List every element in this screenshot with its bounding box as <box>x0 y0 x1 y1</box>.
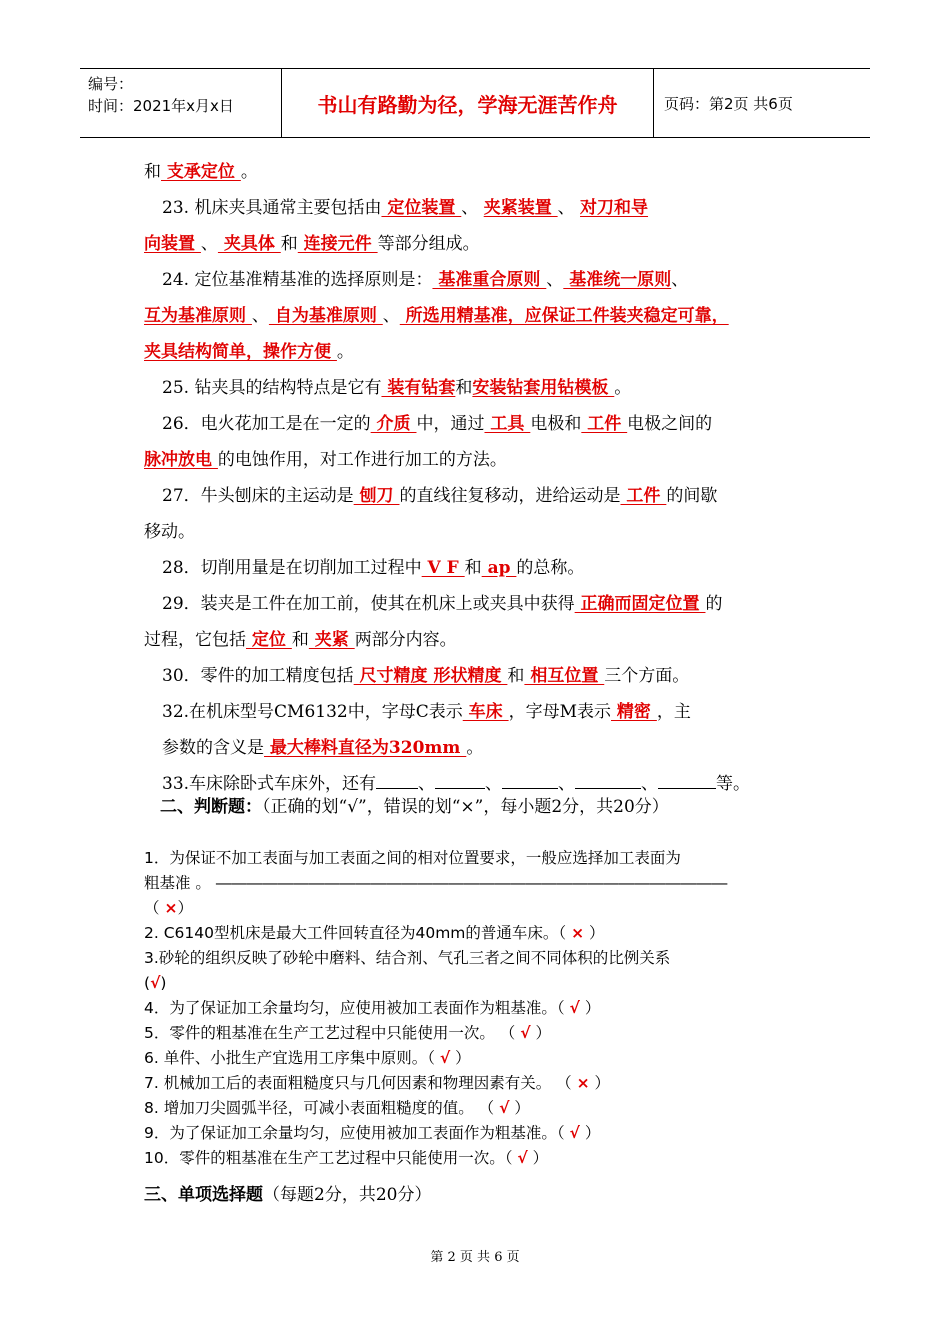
answer: 工件 <box>620 486 667 506</box>
answer-mark: × <box>576 1074 590 1092</box>
judgement-6: 6. 单件、小批生产宜选用工序集中原则。（ √ ） <box>144 1049 471 1067</box>
answer-mark: √ <box>499 1099 510 1117</box>
judgement-3-line2: (√) <box>144 974 167 992</box>
answer: 夹紧 <box>308 630 355 650</box>
judgement-9: 9．为了保证加工余量均匀，应使用被加工表面作为粗基准。（ √ ） <box>144 1124 601 1142</box>
section-3-title: 三、单项选择题 <box>144 1185 263 1205</box>
judgement-list <box>144 846 814 1171</box>
answer: 夹紧装置 <box>483 198 558 218</box>
answer: 向装置 <box>144 234 201 254</box>
answer: 精密 <box>611 702 657 722</box>
answer: ap <box>481 558 517 578</box>
answer: 支承定位 <box>161 162 241 182</box>
answer-mark: × <box>571 924 585 942</box>
answer: 定位 <box>246 630 292 650</box>
section-3-note: （每题2分，共20分） <box>263 1185 432 1205</box>
page-header <box>80 68 870 138</box>
judgement-8: 8. 增加刀尖圆弧半径，可减小表面粗糙度的值。 （ √ ） <box>144 1099 530 1117</box>
answer: V F <box>421 558 465 578</box>
answer-mark: √ <box>569 1124 580 1142</box>
judgement-4: 4．为了保证加工余量均匀，应使用被加工表面作为粗基准。（ √ ） <box>144 999 601 1017</box>
judgement-2: 2. C6140型机床是最大工件回转直径为40mm的普通车床。（ × ） <box>144 924 605 942</box>
q29-line1: 29．装夹是工件在加工前，使其在机床上或夹具中获得 正确而固定位置 的 <box>162 594 723 614</box>
judgement-7: 7. 机械加工后的表面粗糙度只与几何因素和物理因素有关。 （ × ） <box>144 1074 611 1092</box>
answer-mark: × <box>164 899 178 917</box>
section-2-heading <box>160 792 669 817</box>
q29-line2: 过程，它包括 定位 和 夹紧 两部分内容。 <box>144 630 457 650</box>
q23-line2: 向装置 、 夹具体 和 连接元件 等部分组成。 <box>144 234 480 254</box>
judgement-10: 10．零件的粗基准在生产工艺过程中只能使用一次。（ √ ） <box>144 1149 549 1167</box>
answer: 介质 <box>370 414 417 434</box>
q25-line: 25. 钻夹具的结构特点是它有 装有钻套和安装钻套用钻模板 。 <box>162 378 632 398</box>
q26-line2: 脉冲放电 的电蚀作用，对工作进行加工的方法。 <box>144 450 507 470</box>
answer-mark: √ <box>517 1149 528 1167</box>
answer-mark: √ <box>520 1024 531 1042</box>
answer: 工具 <box>484 414 531 434</box>
judgement-5: 5．零件的粗基准在生产工艺过程中只能使用一次。 （ √ ） <box>144 1024 551 1042</box>
q24-line1: 24. 定位基准精基准的选择原则是： 基准重合原则 、 基准统一原则、 <box>162 270 689 290</box>
answer: 夹具结构简单，操作方便 <box>144 342 337 362</box>
judgement-3-line1: 3.砂轮的组织反映了砂轮中磨料、结合剂、气孔三者之间不同体积的比例关系 <box>144 949 671 967</box>
doc-number-label: 编号： <box>88 75 134 93</box>
answer: 基准统一原则 <box>563 270 672 290</box>
q27-line1: 27．牛头刨床的主运动是 刨刀 的直线往复移动，进给运动是 工件 的间歇 <box>162 486 718 506</box>
answer: 对刀和导 <box>580 198 649 218</box>
answer: 工件 <box>581 414 628 434</box>
doc-time-label: 时间：2021年x月x日 <box>88 97 234 115</box>
answer: 安装钻套用钻模板 <box>472 378 615 398</box>
header-motto: 书山有路勤为径，学海无涯苦作舟 <box>282 69 654 137</box>
q26-line1: 26．电火花加工是在一定的 介质 中，通过 工具 电极和 工件 电极之间的 <box>162 414 713 434</box>
answer: 基准重合原则 <box>432 270 547 290</box>
judgement-1-line1: 1．为保证不加工表面与加工表面之间的相对位置要求，一般应选择加工表面为 <box>144 849 681 867</box>
fill-in-section <box>144 154 834 802</box>
blank-line <box>658 766 716 789</box>
q33-line: 33.车床除卧式车床外，还有 、 、 、 、 等。 <box>144 766 834 802</box>
answer: 所选用精基准，应保证工件装夹稳定可靠， <box>399 306 729 326</box>
blank-line <box>502 766 558 789</box>
q32-line1: 32.在机床型号CM6132中，字母C表示 车床 ，字母M表示 精密 ，主 <box>162 702 691 722</box>
judgement-1-line3: （ ×） <box>144 899 193 917</box>
answer: 脉冲放电 <box>144 450 218 470</box>
header-page-label: 页码：第2页 共6页 <box>664 94 793 113</box>
judgement-1-line2: 粗基准 。 ――――――――――――――――――――――――――――――――― <box>144 874 728 892</box>
answer: 车床 <box>462 702 509 722</box>
header-meta <box>80 69 282 137</box>
section-2-note: （正确的划“√”，错误的划“×”，每小题2分，共20分） <box>262 797 669 817</box>
answer: 最大棒料直径为320mm <box>264 738 467 758</box>
answer-mark: √ <box>569 999 580 1017</box>
q23-line1: 23. 机床夹具通常主要包括由 定位装置 、 夹紧装置 、 对刀和导 <box>162 198 649 218</box>
q22-line: 和 支承定位 。 <box>144 162 258 182</box>
q28-line: 28．切削用量是在切削加工过程中 V F 和 ap 的总称。 <box>162 558 585 578</box>
answer-mark: √ <box>439 1049 451 1067</box>
answer: 相互位置 <box>524 666 605 686</box>
answer: 自为基准原则 <box>268 306 383 326</box>
q24-line3: 夹具结构简单，操作方便 。 <box>144 342 354 362</box>
answer: 互为基准原则 <box>144 306 252 326</box>
section-2-title: 二、判断题： <box>160 797 262 817</box>
answer: 尺寸精度 形状精度 <box>353 666 508 686</box>
blank-line <box>435 766 485 789</box>
blank-line <box>376 766 418 789</box>
q27-line2: 移动。 <box>144 522 195 542</box>
answer: 装有钻套 <box>381 378 456 398</box>
answer-mark: √ <box>150 974 161 992</box>
page-footer: 第 2 页 共 6 页 <box>430 1250 520 1265</box>
blank-line <box>575 766 641 789</box>
q32-line2: 参数的含义是 最大棒料直径为320mm 。 <box>162 738 484 758</box>
answer: 夹具体 <box>217 234 281 254</box>
q24-line2: 互为基准原则 、 自为基准原则 、 所选用精基准，应保证工件装夹稳定可靠， <box>144 306 729 326</box>
q30-line: 30．零件的加工精度包括 尺寸精度 形状精度 和 相互位置 三个方面。 <box>162 666 690 686</box>
answer: 连接元件 <box>297 234 378 254</box>
answer: 正确而固定位置 <box>574 594 706 614</box>
answer: 刨刀 <box>353 486 400 506</box>
answer: 定位装置 <box>381 198 462 218</box>
section-3-heading <box>144 1180 431 1205</box>
